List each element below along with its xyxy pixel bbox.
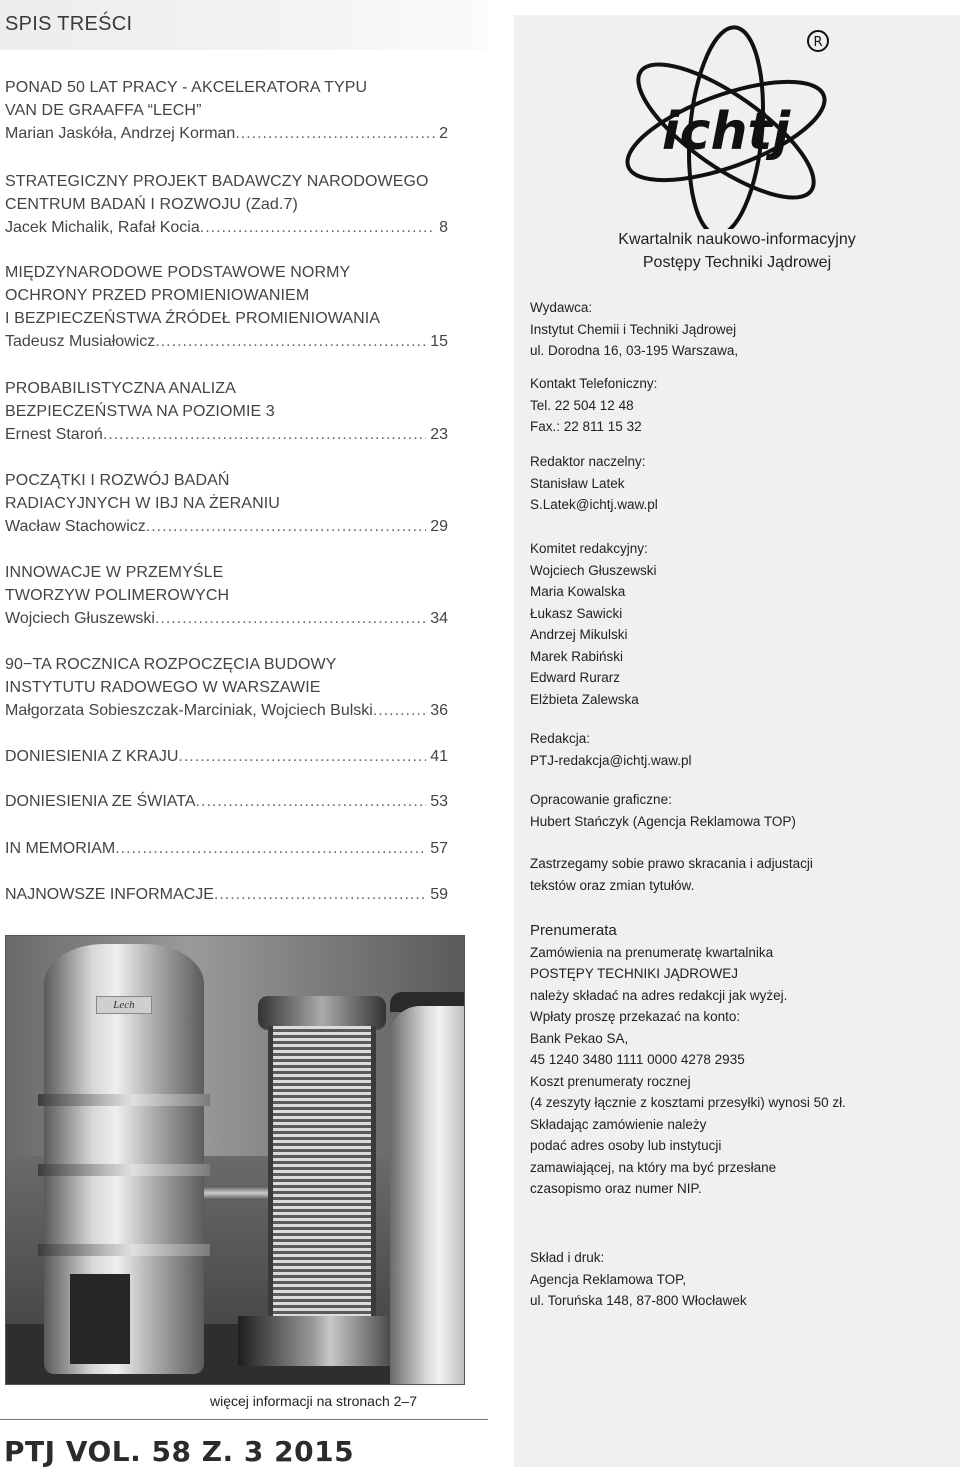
leader-dots	[235, 122, 435, 145]
toc-entry[interactable]	[5, 883, 448, 906]
toc-entry-authors: Marian Jaskóła, Andrzej Korman	[5, 125, 236, 142]
leader-dots	[196, 790, 427, 813]
toc-entry-page: 34	[430, 610, 448, 627]
toc-entry-page: 2	[439, 125, 448, 142]
toc-entry-title: TWORZYW POLIMEROWYCH	[5, 587, 230, 604]
toc-entry-authors: Wacław Stachowicz	[5, 518, 146, 535]
leader-dots	[155, 330, 426, 353]
toc-entry-title: STRATEGICZNY PROJEKT BADAWCZY NARODOWEGO	[5, 173, 429, 190]
toc-entry-title: VAN DE GRAAFFA “LECH”	[5, 102, 202, 119]
toc-entry-title: OCHRONY PRZED PROMIENIOWANIEM	[5, 287, 310, 304]
phone-number[interactable]: Tel. 22 504 12 48	[530, 397, 634, 413]
journal-title: Kwartalnik naukowo-informacyjny Postępy Techniki Jądrowej	[618, 231, 856, 271]
leader-dots	[373, 699, 426, 722]
toc-entry-page: 41	[430, 748, 448, 765]
toc-entry-title: CENTRUM BADAŃ I ROZWOJU (Zad.7)	[5, 196, 298, 213]
contact-block: Kontakt Telefoniczny: Tel. 22 504 12 48 Fax.: 22 811 15 32	[530, 373, 950, 438]
toc-entry-page: 23	[430, 426, 448, 443]
leader-dots	[200, 216, 435, 239]
toc-entry-title: I BEZPIECZEŃSTWA ŹRÓDEŁ PROMIENIOWANIA	[5, 310, 381, 327]
leader-dots	[103, 423, 426, 446]
leader-dots	[155, 607, 426, 630]
toc-entry-page: 36	[430, 702, 448, 719]
masthead-column	[514, 15, 960, 1467]
toc-entry[interactable]	[5, 170, 448, 239]
leader-dots	[146, 515, 426, 538]
toc-entry-authors: DONIESIENIA ZE ŚWIATA	[5, 793, 196, 810]
pressure-vessel	[390, 1006, 465, 1385]
svg-text:R: R	[813, 35, 823, 50]
subscription-heading: Prenumerata	[530, 922, 617, 939]
toc-entry-title: PROBABILISTYCZNA ANALIZA	[5, 380, 236, 397]
accelerator-photo	[5, 935, 465, 1385]
editor-email-link[interactable]: S.Latek@ichtj.waw.pl	[530, 497, 658, 512]
disclaimer-block: Zastrzegamy sobie prawo skracania i adjustacji tekstów oraz zmian tytułów.	[530, 856, 813, 893]
fax-number: Fax.: 22 811 15 32	[530, 419, 642, 434]
publisher-block: Wydawca: Instytut Chemii i Techniki Jądrowej ul. Dorodna 16, 03-195 Warszawa,	[530, 300, 739, 358]
toc-entry-page: 59	[430, 886, 448, 903]
toc-entry-authors: DONIESIENIA Z KRAJU	[5, 748, 179, 765]
print-block: Skład i druk: Agencja Reklamowa TOP, ul. Toruńska 148, 87-800 Włocławek	[530, 1250, 747, 1308]
toc-entry-title: 90−TA ROCZNICA ROZPOCZĘCIA BUDOWY	[5, 656, 337, 673]
subscription-block: Prenumerata Zamówienia na prenumeratę kwartalnika POSTĘPY TECHNIKI JĄDROWEJ należy składać na adres redakcji jak wyżej. Wpłaty proszę przekazać na konto: Bank Pekao SA, 45 1240 3480 1111 0000 4278 2935 Koszt prenumeraty rocznej (4 zeszyty łącznie z kosztami przesyłki) wynosi 50 zł. Składając zamówienie należy podać adres osoby lub instytucji zamawiającej, na który ma być przesłane czasopismo oraz numer NIP.	[530, 920, 950, 1200]
leader-dots	[178, 745, 426, 768]
footer-divider	[0, 1419, 488, 1420]
committee-block: Komitet redakcyjny: Wojciech Głuszewski Maria Kowalska Łukasz Sawicki Andrzej Mikulski Marek Rabiński Edward Rurarz Elżbieta Zalewska	[530, 541, 657, 707]
toc-entry-authors: Jacek Michalik, Rafał Kocia	[5, 219, 200, 236]
toc-entry-title: PONAD 50 LAT PRACY - AKCELERATORA TYPU	[5, 79, 368, 96]
toc-entry-title: RADIACYJNYCH W IBJ NA ŻERANIU	[5, 495, 280, 512]
toc-entry[interactable]	[5, 561, 448, 630]
toc-entry-authors: IN MEMORIAM	[5, 840, 116, 857]
toc-entry[interactable]	[5, 377, 448, 446]
bank-account-number: 45 1240 3480 1111 0000 4278 2935	[530, 1052, 745, 1067]
accelerator-column-coil	[268, 1026, 376, 1326]
toc-entry[interactable]	[5, 261, 448, 353]
toc-header	[0, 0, 488, 50]
toc-entry-page: 29	[430, 518, 448, 535]
toc-entry-authors: NAJNOWSZE INFORMACJE	[5, 886, 214, 903]
toc-entry-authors: Ernest Staroń	[5, 426, 103, 443]
toc-entry-authors: Wojciech Głuszewski	[5, 610, 155, 627]
toc-entry[interactable]	[5, 469, 448, 538]
toc-heading: SPIS TREŚCI	[5, 13, 133, 35]
toc-entry-page: 15	[430, 333, 448, 350]
tank-name-plate: Lech	[96, 996, 152, 1014]
toc-entry-authors: Tadeusz Musiałowicz	[5, 333, 156, 350]
graphics-block: Opracowanie graficzne: Hubert Stańczyk (Agencja Reklamowa TOP)	[530, 792, 796, 829]
toc-entry-title: INNOWACJE W PRZEMYŚLE	[5, 564, 224, 581]
issue-footer: PTJ VOL. 58 Z. 3 2015	[4, 1435, 355, 1467]
toc-entry[interactable]	[5, 837, 448, 860]
toc-entry[interactable]	[5, 745, 448, 768]
toc-entry-title: BEZPIECZEŃSTWA NA POZIOMIE 3	[5, 403, 275, 420]
toc-entry-title: POCZĄTKI I ROZWÓJ BADAŃ	[5, 472, 230, 489]
toc-entry[interactable]	[5, 653, 448, 722]
toc-entry[interactable]	[5, 790, 448, 813]
editor-block: Redaktor naczelny: Stanisław Latek S.Latek@ichtj.waw.pl	[530, 451, 950, 516]
toc-entry[interactable]	[5, 76, 448, 145]
toc-entry-page: 8	[439, 219, 448, 236]
editorial-block: Redakcja: PTJ-redakcja@ichtj.waw.pl	[530, 728, 950, 771]
leader-dots	[115, 837, 426, 860]
toc-entry-page: 53	[430, 793, 448, 810]
svg-text:ichtj: ichtj	[661, 102, 791, 162]
editorial-email-link[interactable]: PTJ-redakcja@ichtj.waw.pl	[530, 752, 692, 768]
toc-entry-title: INSTYTUTU RADOWEGO W WARSZAWIE	[5, 679, 321, 696]
ichtj-logo-icon	[614, 21, 844, 229]
photo-caption: więcej informacji na stronach 2–7	[210, 1393, 417, 1409]
toc-entry-authors: Małgorzata Sobieszczak-Marciniak, Wojciech Bulski	[5, 702, 373, 719]
leader-dots	[214, 883, 426, 906]
toc-entry-page: 57	[430, 840, 448, 857]
toc-entry-title: MIĘDZYNARODOWE PODSTAWOWE NORMY	[5, 264, 351, 281]
